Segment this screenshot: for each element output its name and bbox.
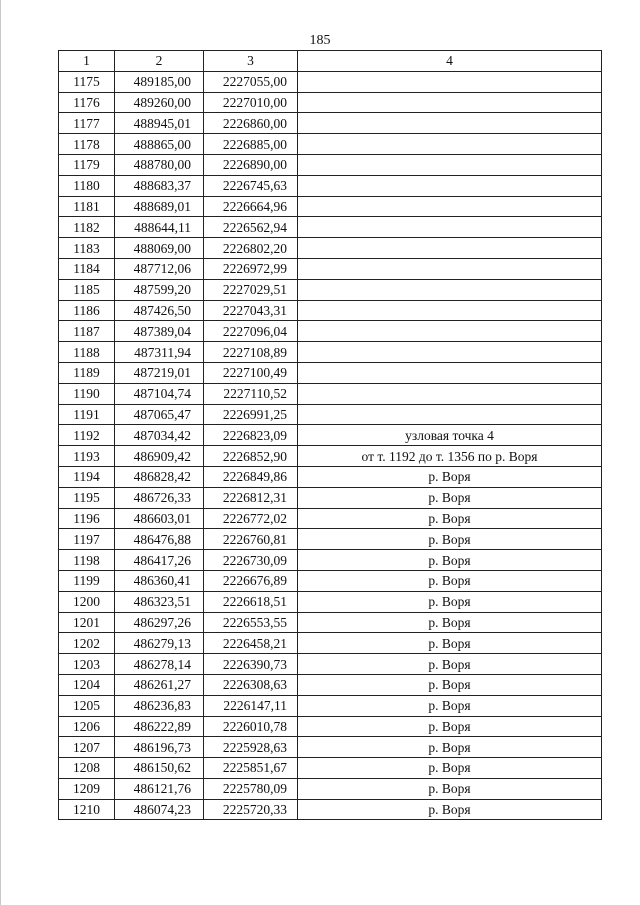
point-number-cell: 1208 — [59, 758, 115, 779]
x-coordinate-cell: 487311,94 — [115, 342, 204, 363]
point-number-cell: 1194 — [59, 466, 115, 487]
description-cell: р. Воря — [298, 674, 602, 695]
y-coordinate-cell: 2226772,02 — [204, 508, 298, 529]
point-number-cell: 1203 — [59, 654, 115, 675]
table-row — [59, 154, 602, 175]
x-coordinate-cell: 486726,33 — [115, 487, 204, 508]
table-row — [59, 508, 602, 529]
table-row — [59, 591, 602, 612]
x-coordinate-cell: 486417,26 — [115, 550, 204, 571]
description-cell — [298, 71, 602, 92]
point-number-cell: 1192 — [59, 425, 115, 446]
point-number-cell: 1183 — [59, 238, 115, 259]
y-coordinate-cell: 2226852,90 — [204, 446, 298, 467]
table-row — [59, 113, 602, 134]
description-cell: р. Воря — [298, 612, 602, 633]
y-coordinate-cell: 2226849,86 — [204, 466, 298, 487]
y-coordinate-cell: 2226802,20 — [204, 238, 298, 259]
x-coordinate-cell: 486909,42 — [115, 446, 204, 467]
y-coordinate-cell: 2226823,09 — [204, 425, 298, 446]
y-coordinate-cell: 2226890,00 — [204, 154, 298, 175]
point-number-cell: 1186 — [59, 300, 115, 321]
table-row — [59, 570, 602, 591]
table-row — [59, 716, 602, 737]
page-number: 185 — [309, 33, 331, 48]
point-number-cell: 1181 — [59, 196, 115, 217]
point-number-cell: 1176 — [59, 92, 115, 113]
point-number-cell: 1207 — [59, 737, 115, 758]
description-cell: р. Воря — [298, 758, 602, 779]
table-row — [59, 654, 602, 675]
y-coordinate-cell: 2227108,89 — [204, 342, 298, 363]
y-coordinate-cell: 2226972,99 — [204, 258, 298, 279]
table-row — [59, 550, 602, 571]
x-coordinate-cell: 488644,11 — [115, 217, 204, 238]
table-row — [59, 92, 602, 113]
table-row — [59, 321, 602, 342]
description-cell — [298, 238, 602, 259]
x-coordinate-cell: 488689,01 — [115, 196, 204, 217]
x-coordinate-cell: 486150,62 — [115, 758, 204, 779]
x-coordinate-cell: 486360,41 — [115, 570, 204, 591]
y-coordinate-cell: 2226664,96 — [204, 196, 298, 217]
x-coordinate-cell: 486261,27 — [115, 674, 204, 695]
table-row — [59, 778, 602, 799]
table-row — [59, 362, 602, 383]
column-header-4: 4 — [298, 51, 602, 72]
x-coordinate-cell: 487219,01 — [115, 362, 204, 383]
y-coordinate-cell: 2225928,63 — [204, 737, 298, 758]
x-coordinate-cell: 486828,42 — [115, 466, 204, 487]
table-row — [59, 300, 602, 321]
y-coordinate-cell: 2227043,31 — [204, 300, 298, 321]
y-coordinate-cell: 2226991,25 — [204, 404, 298, 425]
point-number-cell: 1193 — [59, 446, 115, 467]
description-cell — [298, 196, 602, 217]
y-coordinate-cell: 2225720,33 — [204, 799, 298, 820]
y-coordinate-cell: 2226812,31 — [204, 487, 298, 508]
point-number-cell: 1177 — [59, 113, 115, 134]
description-cell — [298, 300, 602, 321]
point-number-cell: 1184 — [59, 258, 115, 279]
table-row — [59, 71, 602, 92]
x-coordinate-cell: 489260,00 — [115, 92, 204, 113]
description-cell: р. Воря — [298, 654, 602, 675]
y-coordinate-cell: 2227096,04 — [204, 321, 298, 342]
table-row — [59, 758, 602, 779]
table-row — [59, 737, 602, 758]
description-cell: узловая точка 4 — [298, 425, 602, 446]
description-cell — [298, 134, 602, 155]
point-number-cell: 1191 — [59, 404, 115, 425]
table-row — [59, 134, 602, 155]
x-coordinate-cell: 487065,47 — [115, 404, 204, 425]
point-number-cell: 1188 — [59, 342, 115, 363]
y-coordinate-cell: 2226562,94 — [204, 217, 298, 238]
description-cell: р. Воря — [298, 591, 602, 612]
y-coordinate-cell: 2227110,52 — [204, 383, 298, 404]
point-number-cell: 1205 — [59, 695, 115, 716]
x-coordinate-cell: 487599,20 — [115, 279, 204, 300]
point-number-cell: 1175 — [59, 71, 115, 92]
description-cell — [298, 92, 602, 113]
point-number-cell: 1196 — [59, 508, 115, 529]
table-row — [59, 799, 602, 820]
x-coordinate-cell: 486121,76 — [115, 778, 204, 799]
x-coordinate-cell: 486297,26 — [115, 612, 204, 633]
table-row — [59, 383, 602, 404]
table-row — [59, 258, 602, 279]
table-row — [59, 196, 602, 217]
description-cell — [298, 175, 602, 196]
description-cell — [298, 362, 602, 383]
description-cell — [298, 342, 602, 363]
point-number-cell: 1182 — [59, 217, 115, 238]
y-coordinate-cell: 2227055,00 — [204, 71, 298, 92]
table-row — [59, 612, 602, 633]
scan-edge — [0, 0, 1, 905]
x-coordinate-cell: 486323,51 — [115, 591, 204, 612]
x-coordinate-cell: 488683,37 — [115, 175, 204, 196]
description-cell: от т. 1192 до т. 1356 по р. Воря — [298, 446, 602, 467]
x-coordinate-cell: 487034,42 — [115, 425, 204, 446]
y-coordinate-cell: 2226745,63 — [204, 175, 298, 196]
description-cell: р. Воря — [298, 778, 602, 799]
x-coordinate-cell: 486278,14 — [115, 654, 204, 675]
y-coordinate-cell: 2226458,21 — [204, 633, 298, 654]
description-cell: р. Воря — [298, 466, 602, 487]
y-coordinate-cell: 2225780,09 — [204, 778, 298, 799]
x-coordinate-cell: 488865,00 — [115, 134, 204, 155]
x-coordinate-cell: 486236,83 — [115, 695, 204, 716]
x-coordinate-cell: 486603,01 — [115, 508, 204, 529]
y-coordinate-cell: 2226885,00 — [204, 134, 298, 155]
x-coordinate-cell: 488945,01 — [115, 113, 204, 134]
point-number-cell: 1199 — [59, 570, 115, 591]
table-row — [59, 175, 602, 196]
coordinates-table — [58, 50, 602, 820]
y-coordinate-cell: 2227100,49 — [204, 362, 298, 383]
column-header-2: 2 — [115, 51, 204, 72]
table-row — [59, 633, 602, 654]
point-number-cell: 1200 — [59, 591, 115, 612]
y-coordinate-cell: 2226147,11 — [204, 695, 298, 716]
x-coordinate-cell: 486196,73 — [115, 737, 204, 758]
description-cell: р. Воря — [298, 716, 602, 737]
description-cell: р. Воря — [298, 633, 602, 654]
point-number-cell: 1189 — [59, 362, 115, 383]
y-coordinate-cell: 2226553,55 — [204, 612, 298, 633]
table-row — [59, 674, 602, 695]
point-number-cell: 1197 — [59, 529, 115, 550]
table-row — [59, 529, 602, 550]
y-coordinate-cell: 2226010,78 — [204, 716, 298, 737]
description-cell: р. Воря — [298, 737, 602, 758]
point-number-cell: 1190 — [59, 383, 115, 404]
table-row — [59, 238, 602, 259]
point-number-cell: 1201 — [59, 612, 115, 633]
point-number-cell: 1202 — [59, 633, 115, 654]
y-coordinate-cell: 2227010,00 — [204, 92, 298, 113]
description-cell: р. Воря — [298, 529, 602, 550]
description-cell: р. Воря — [298, 570, 602, 591]
y-coordinate-cell: 2226618,51 — [204, 591, 298, 612]
x-coordinate-cell: 487389,04 — [115, 321, 204, 342]
y-coordinate-cell: 2226730,09 — [204, 550, 298, 571]
description-cell — [298, 113, 602, 134]
x-coordinate-cell: 488069,00 — [115, 238, 204, 259]
table-body — [59, 71, 602, 820]
point-number-cell: 1180 — [59, 175, 115, 196]
point-number-cell: 1210 — [59, 799, 115, 820]
table-row — [59, 425, 602, 446]
y-coordinate-cell: 2226760,81 — [204, 529, 298, 550]
column-header-1: 1 — [59, 51, 115, 72]
point-number-cell: 1198 — [59, 550, 115, 571]
y-coordinate-cell: 2226860,00 — [204, 113, 298, 134]
point-number-cell: 1179 — [59, 154, 115, 175]
description-cell: р. Воря — [298, 695, 602, 716]
x-coordinate-cell: 489185,00 — [115, 71, 204, 92]
description-cell — [298, 383, 602, 404]
point-number-cell: 1195 — [59, 487, 115, 508]
x-coordinate-cell: 486476,88 — [115, 529, 204, 550]
description-cell: р. Воря — [298, 508, 602, 529]
point-number-cell: 1209 — [59, 778, 115, 799]
description-cell — [298, 258, 602, 279]
table-row — [59, 446, 602, 467]
y-coordinate-cell: 2226390,73 — [204, 654, 298, 675]
table-row — [59, 466, 602, 487]
y-coordinate-cell: 2227029,51 — [204, 279, 298, 300]
x-coordinate-cell: 486279,13 — [115, 633, 204, 654]
x-coordinate-cell: 486074,23 — [115, 799, 204, 820]
table-row — [59, 404, 602, 425]
point-number-cell: 1178 — [59, 134, 115, 155]
table-row — [59, 342, 602, 363]
description-cell: р. Воря — [298, 799, 602, 820]
description-cell — [298, 279, 602, 300]
point-number-cell: 1204 — [59, 674, 115, 695]
column-header-3: 3 — [204, 51, 298, 72]
x-coordinate-cell: 488780,00 — [115, 154, 204, 175]
description-cell — [298, 404, 602, 425]
x-coordinate-cell: 486222,89 — [115, 716, 204, 737]
x-coordinate-cell: 487712,06 — [115, 258, 204, 279]
y-coordinate-cell: 2226308,63 — [204, 674, 298, 695]
point-number-cell: 1206 — [59, 716, 115, 737]
description-cell — [298, 217, 602, 238]
point-number-cell: 1185 — [59, 279, 115, 300]
table-row — [59, 487, 602, 508]
x-coordinate-cell: 487104,74 — [115, 383, 204, 404]
y-coordinate-cell: 2225851,67 — [204, 758, 298, 779]
point-number-cell: 1187 — [59, 321, 115, 342]
description-cell — [298, 321, 602, 342]
description-cell: р. Воря — [298, 550, 602, 571]
y-coordinate-cell: 2226676,89 — [204, 570, 298, 591]
table-row — [59, 279, 602, 300]
x-coordinate-cell: 487426,50 — [115, 300, 204, 321]
description-cell: р. Воря — [298, 487, 602, 508]
table-header-row — [59, 51, 602, 72]
table-row — [59, 695, 602, 716]
description-cell — [298, 154, 602, 175]
table-row — [59, 217, 602, 238]
